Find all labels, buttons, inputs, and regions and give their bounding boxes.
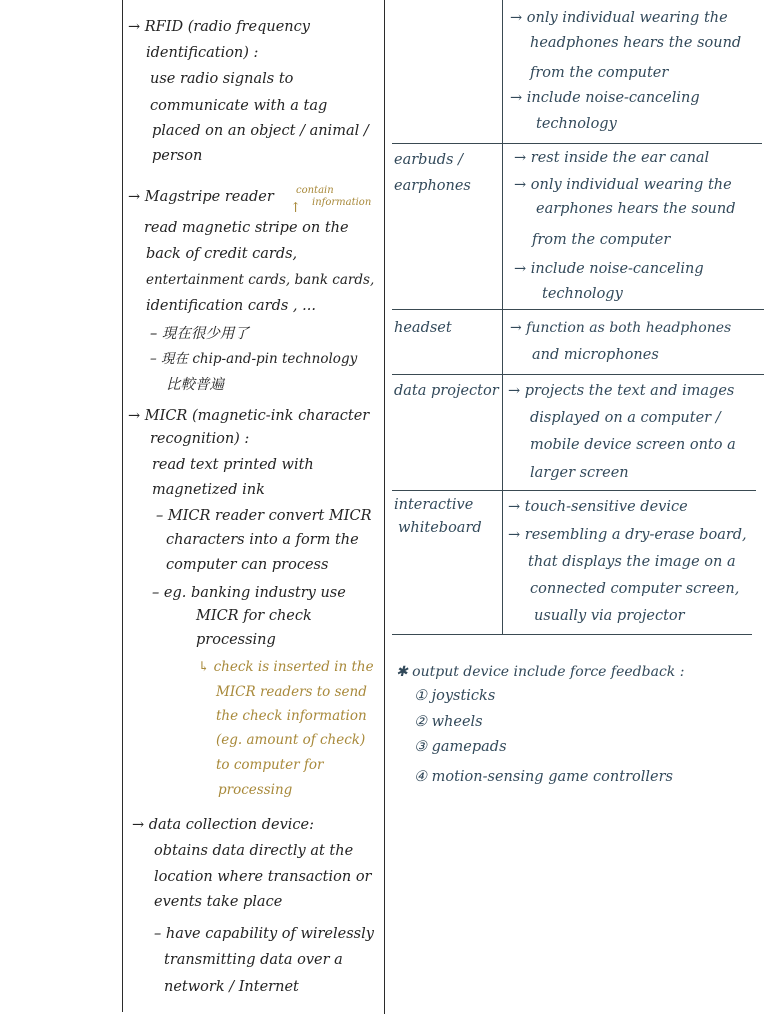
- micr-bullet: MICR for check: [196, 608, 312, 624]
- earbuds-desc: → include noise-canceling: [514, 261, 704, 277]
- micr-desc: read text printed with: [152, 457, 314, 473]
- projector-desc: displayed on a computer /: [530, 410, 721, 426]
- center-divider-line: [384, 0, 385, 1014]
- headset-desc: and microphones: [532, 347, 659, 363]
- data-collection-desc: events take place: [154, 894, 283, 910]
- force-feedback-item: ① joysticks: [414, 688, 496, 704]
- micr-note: ↳ check is inserted in the: [198, 659, 374, 675]
- force-feedback-item: ② wheels: [414, 714, 483, 730]
- rfid-desc: communicate with a tag: [150, 98, 328, 114]
- headphones-desc: from the computer: [530, 65, 669, 81]
- earbuds-desc: from the computer: [532, 232, 671, 248]
- earbuds-desc: technology: [542, 286, 623, 302]
- headphones-desc: → only individual wearing the: [510, 10, 728, 26]
- micr-note: to computer for: [216, 757, 324, 773]
- magstripe-note: contain: [296, 185, 334, 196]
- magstripe-bullet: 比較普遍: [166, 377, 224, 393]
- table-column-line: [502, 0, 503, 634]
- data-collection-desc: location where transaction or: [154, 869, 372, 885]
- rfid-desc: use radio signals to: [150, 71, 294, 87]
- projector-term: data projector: [394, 383, 499, 399]
- micr-desc: magnetized ink: [152, 482, 265, 498]
- earbuds-term: earphones: [394, 178, 471, 194]
- rfid-desc: person: [152, 148, 203, 164]
- data-collection-desc: obtains data directly at the: [154, 843, 354, 859]
- whiteboard-desc: that displays the image on a: [528, 554, 736, 570]
- micr-note: MICR readers to send: [216, 684, 367, 700]
- table-row-line: [392, 490, 756, 491]
- earbuds-desc: → only individual wearing the: [514, 177, 732, 193]
- table-row-line: [392, 309, 764, 310]
- magstripe-note-arrow: ↑: [290, 200, 302, 216]
- micr-bullet: characters into a form the: [166, 532, 359, 548]
- whiteboard-desc: → resembling a dry-erase board,: [508, 527, 747, 543]
- rfid-desc: placed on an object / animal /: [152, 123, 369, 139]
- table-row-line: [392, 374, 764, 375]
- micr-bullet: computer can process: [166, 557, 329, 573]
- micr-note: the check information: [216, 708, 367, 724]
- whiteboard-desc: usually via projector: [534, 608, 685, 624]
- force-feedback-title: ✱ output device include force feedback :: [396, 664, 685, 680]
- data-collection-bullet: – have capability of wirelessly: [154, 926, 374, 942]
- earbuds-term: earbuds /: [394, 152, 463, 168]
- magstripe-desc: back of credit cards,: [146, 246, 298, 262]
- micr-bullet: processing: [196, 632, 276, 648]
- magstripe-desc: read magnetic stripe on the: [144, 220, 349, 236]
- earbuds-desc: → rest inside the ear canal: [514, 150, 710, 166]
- rfid-title: → RFID (radio frequency: [128, 19, 310, 35]
- magstripe-bullet: – 現在很少用了: [150, 326, 249, 342]
- projector-desc: mobile device screen onto a: [530, 437, 736, 453]
- projector-desc: → projects the text and images: [508, 383, 735, 399]
- rfid-title-cont: identification) :: [146, 45, 259, 61]
- headphones-desc: headphones hears the sound: [530, 35, 742, 51]
- micr-title-cont: recognition) :: [150, 431, 250, 447]
- whiteboard-desc: → touch-sensitive device: [508, 499, 688, 515]
- left-margin-line: [122, 0, 123, 1012]
- whiteboard-term: interactive: [394, 497, 474, 513]
- micr-bullet: – eg. banking industry use: [152, 585, 346, 601]
- magstripe-desc: entertainment cards, bank cards,: [146, 272, 375, 288]
- earbuds-desc: earphones hears the sound: [536, 201, 736, 217]
- headset-term: headset: [394, 320, 452, 336]
- projector-desc: larger screen: [530, 465, 629, 481]
- magstripe-note: information: [312, 197, 372, 208]
- data-collection-bullet: transmitting data over a: [164, 952, 343, 968]
- force-feedback-item: ③ gamepads: [414, 739, 507, 755]
- micr-note: (eg. amount of check): [216, 732, 366, 748]
- data-collection-title: → data collection device:: [132, 817, 315, 833]
- headphones-desc: → include noise-canceling: [510, 90, 700, 106]
- whiteboard-term: whiteboard: [398, 520, 482, 536]
- headset-desc: → function as both headphones: [510, 320, 732, 336]
- headphones-desc: technology: [536, 116, 617, 132]
- micr-note: processing: [218, 782, 293, 798]
- table-row-line: [392, 143, 762, 144]
- magstripe-title: → Magstripe reader: [128, 189, 274, 205]
- force-feedback-item: ④ motion-sensing game controllers: [414, 769, 673, 785]
- magstripe-desc: identification cards , ...: [146, 298, 316, 314]
- magstripe-bullet: – 現在 chip-and-pin technology: [150, 351, 358, 367]
- table-row-line: [392, 634, 752, 635]
- micr-bullet: – MICR reader convert MICR: [156, 508, 372, 524]
- whiteboard-desc: connected computer screen,: [530, 581, 740, 597]
- data-collection-bullet: network / Internet: [164, 979, 299, 995]
- micr-title: → MICR (magnetic-ink character: [128, 408, 370, 424]
